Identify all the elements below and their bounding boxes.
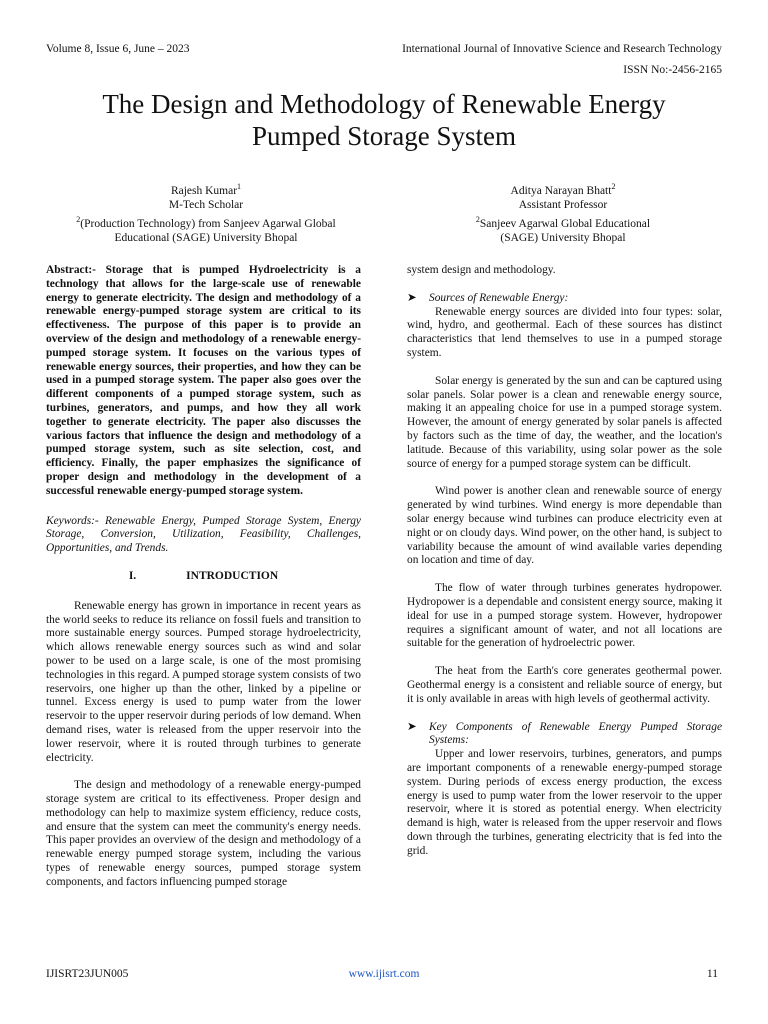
components-paragraph: Upper and lower reservoirs, turbines, generators, and pumps are important components of a renewable energy-pumped storage system. During periods of excess energy production, the excess energy is used to pump water from the lower reservoir to the upper reservoir, where it is stored as potential energy. When electricity demand is high, water is released from the upper reservoir and flows down through the turbines, generating electricity that is fed into the grid. xyxy=(407,748,722,857)
intro-paragraph-2: The design and methodology of a renewable energy-pumped storage system are critical to its effectiveness. Proper design and methodology can help to maximize system efficiency, reduce costs, and ensure that the system can meet the community's energy needs. This paper provides an overview of the design and methodology of a renewable energy pumped storage system, including the various types of renewable energy sources, pumped storage system components, and factors influencing pumped storage xyxy=(46,779,361,888)
author-block-2 xyxy=(404,180,722,246)
footer-page-number: 11 xyxy=(706,968,718,980)
section-title: INTRODUCTION xyxy=(186,569,279,582)
footer-url-link[interactable]: www.ijisrt.com xyxy=(348,968,420,980)
affiliation-line-2: Educational (SAGE) University Bhopal xyxy=(114,232,298,245)
subheading-sources xyxy=(407,292,722,306)
header-issn: ISSN No:-2456-2165 xyxy=(623,64,722,76)
header-volume: Volume 8, Issue 6, June – 2023 xyxy=(46,43,190,55)
affiliation-sup: 2 xyxy=(475,214,480,224)
footer-paper-id: IJISRT23JUN005 xyxy=(46,968,129,980)
right-column xyxy=(407,264,722,858)
subheading-components xyxy=(407,721,722,749)
wind-paragraph: Wind power is another clean and renewable source of energy generated by wind turbines. Wind energy is more dependable than solar energy because wind turbines can produce electricity even at night or on cloudy days. Wind power, on the other hand, is subject to variability because the amount of wind available varies depending on location and time of day. xyxy=(407,485,722,567)
affiliation-line-1: Sanjeev Agarwal Global Educational xyxy=(479,217,651,230)
abstract: Abstract:- Storage that is pumped Hydroelectricity is a technology that allows for the large-scale use of renewable energy to generate electricity. The design and methodology of a renewable energy-pumped storage system are critical to its effectiveness. The purpose of this paper is to provide an overview of the design and methodology of a renewable energy-pumped storage system. It focuses on the various types of renewable energy sources, their properties, and how they can be used in a pumped storage system. The paper also goes over the different components of a pumped storage system, such as turbines, generators, and pumps, and how they all work together to generate electricity. The paper also discusses the various factors that influence the design and methodology of a pumped storage system, such as site selection, cost, and efficiency. Finally, the paper emphasizes the significance of proper design and methodology in the development of a successful renewable energy-pumped storage system. xyxy=(46,264,361,497)
affiliation-sup: 2 xyxy=(76,214,81,224)
author-role: Assistant Professor xyxy=(518,199,608,212)
section-number: I. xyxy=(128,569,137,582)
title-line-2: Pumped Storage System xyxy=(252,121,516,151)
subheading-text: Key Components of Renewable Energy Pumped Storage Systems: xyxy=(429,720,722,747)
paper-title xyxy=(40,88,728,152)
author-block-1 xyxy=(46,180,366,246)
header-journal: International Journal of Innovative Science and Research Technology xyxy=(402,43,722,55)
author-sup: 2 xyxy=(611,182,616,191)
subheading-text: Sources of Renewable Energy: xyxy=(429,291,569,304)
hydro-paragraph: The flow of water through turbines generates hydropower. Hydropower is a dependable and consistent energy source, making it ideal for use in a pumped storage system. However, hydropower requires a significant amount of water, and not all locations are suitable for the generation of hydroelectric power. xyxy=(407,582,722,650)
arrow-bullet-icon: ➤ xyxy=(407,720,417,733)
section-heading-introduction xyxy=(46,570,361,584)
title-line-1: The Design and Methodology of Renewable Energy xyxy=(102,89,666,119)
arrow-bullet-icon: ➤ xyxy=(407,291,417,304)
left-column xyxy=(46,264,361,890)
affiliation-line-1: (Production Technology) from Sanjeev Agarwal Global xyxy=(80,217,336,230)
author-role: M-Tech Scholar xyxy=(168,199,244,212)
sources-paragraph: Renewable energy sources are divided into four types: solar, wind, hydro, and geothermal. Each of these sources has distinct characteristics that lend themselves to use in a pumped storage system. xyxy=(407,305,722,359)
author-name: Aditya Narayan Bhatt xyxy=(510,184,612,197)
solar-paragraph: Solar energy is generated by the sun and can be captured using solar panels. Solar power is a clean and renewable energy source, making it an appealing choice for use in a pumped storage system. However, the amount of energy generated by solar panels is affected by factors such as the time of day, the weather, and the location's latitude. Because of this variability, using solar power as the sole source of energy for a pumped storage system can be difficult. xyxy=(407,374,722,470)
author-sup: 1 xyxy=(237,182,242,191)
affiliation-line-2: (SAGE) University Bhopal xyxy=(500,232,626,245)
intro-paragraph-1: Renewable energy has grown in importance in recent years as the world seeks to reduce its reliance on fossil fuels and transition to more sustainable energy sources. Pumped storage hydroelectricity, which allows renewable energy sources such as wind and solar power to be used on a large scale, is one of the most promising technologies in this regard. A pumped storage system consists of two reservoirs, one higher up than the other, linked by a pipeline or tunnel. Excess energy is used to pump water from the lower reservoir to the upper reservoir during periods of low demand. When demand rises, water is released from the upper reservoir into the lower reservoir, where it is routed through turbines to generate electricity. xyxy=(46,599,361,764)
geothermal-paragraph: The heat from the Earth's core generates geothermal power. Geothermal energy is a consistent and reliable source of energy, but it is only available in areas with high levels of geothermal activity. xyxy=(407,665,722,705)
author-name: Rajesh Kumar xyxy=(170,184,238,197)
continued-text: system design and methodology. xyxy=(407,264,556,276)
keywords: Keywords:- Renewable Energy, Pumped Storage System, Energy Storage, Conversion, Utilization, Feasibility, Challenges, Opportunities, and Trends. xyxy=(46,514,361,555)
